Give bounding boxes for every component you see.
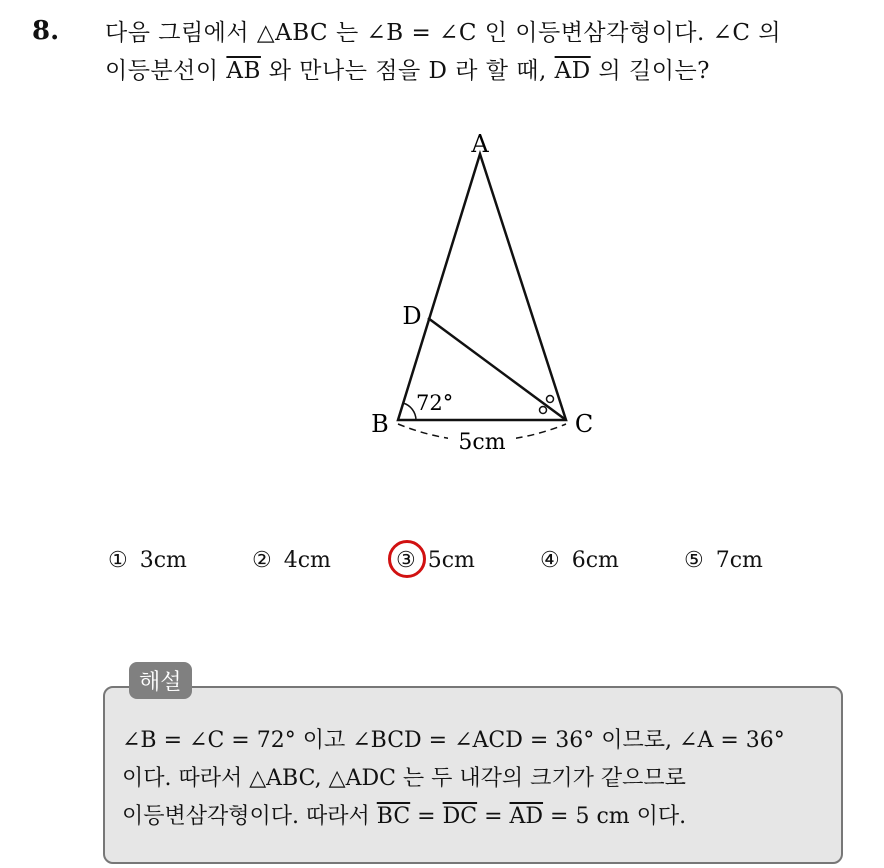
- choice-1[interactable]: [108, 548, 252, 573]
- segment-ab: $\overline{AB}$: [226, 58, 261, 84]
- explanation-tag: 해설: [129, 662, 192, 699]
- choice-4[interactable]: [540, 548, 684, 573]
- choice-5[interactable]: [684, 548, 828, 573]
- segment-bc: $\overline{BC}$: [376, 804, 411, 829]
- choice-number: ②: [252, 548, 272, 573]
- explanation-line-3-part: = 5 cm 이다.: [543, 804, 687, 829]
- segment-ad-answer: $\overline{AD}$: [509, 804, 544, 829]
- angle-b-arc: [403, 403, 416, 420]
- segment-ad: $\overline{AD}$: [554, 58, 591, 84]
- answer-mark-circle: [388, 540, 426, 578]
- angle-mark-2: [547, 396, 554, 403]
- angle-label: 72°: [416, 391, 454, 415]
- explanation-text: [122, 722, 838, 836]
- question-number: 8.: [32, 16, 60, 46]
- angle-mark-1: [540, 407, 547, 414]
- segment-dc: $\overline{DC}$: [442, 804, 478, 829]
- choice-3[interactable]: [396, 548, 540, 573]
- choice-number: ④: [540, 548, 560, 573]
- choice-text: 5cm: [427, 548, 475, 573]
- answer-choices: [108, 548, 828, 573]
- choice-number-glyph: ③: [396, 548, 416, 573]
- explanation-line-3-part: =: [477, 804, 510, 829]
- label-c: C: [574, 410, 594, 438]
- question-line-1: 다음 그림에서 △ABC 는 ∠B = ∠C 인 이등변삼각형이다. ∠C 의: [105, 20, 782, 46]
- question-line-2: [105, 52, 865, 90]
- explanation-line-3-part: 이등변삼각형이다. 따라서: [122, 804, 377, 829]
- choice-text: 7cm: [715, 548, 763, 573]
- choice-number-marked: [396, 548, 416, 573]
- explanation-line-1: ∠B = ∠C = 72° 이고 ∠BCD = ∠ACD = 36° 이므로, ∠A = 36°: [122, 728, 785, 753]
- label-b: B: [371, 410, 389, 438]
- question-text: [105, 14, 865, 90]
- triangle-abc: [398, 154, 566, 420]
- question-line-2-part: 와 만나는 점을 D 라 할 때,: [260, 58, 555, 84]
- choice-text: 4cm: [283, 548, 331, 573]
- choice-number: ⑤: [684, 548, 704, 573]
- question-line-2-part: 의 길이는?: [590, 58, 711, 84]
- triangle-figure: [340, 118, 640, 468]
- explanation-line-2: 이다. 따라서 △ABC, △ADC 는 두 내각의 크기가 같으므로: [122, 766, 686, 791]
- choice-text: 3cm: [139, 548, 187, 573]
- label-d: D: [402, 302, 422, 330]
- base-length-label: 5cm: [458, 430, 506, 455]
- choice-2[interactable]: [252, 548, 396, 573]
- choice-number: ①: [108, 548, 128, 573]
- choice-text: 6cm: [571, 548, 619, 573]
- explanation-line-3-part: =: [410, 804, 443, 829]
- label-a: A: [471, 130, 489, 158]
- explanation-line-3: [122, 798, 838, 836]
- question-line-2-part: 이등분선이: [105, 58, 227, 84]
